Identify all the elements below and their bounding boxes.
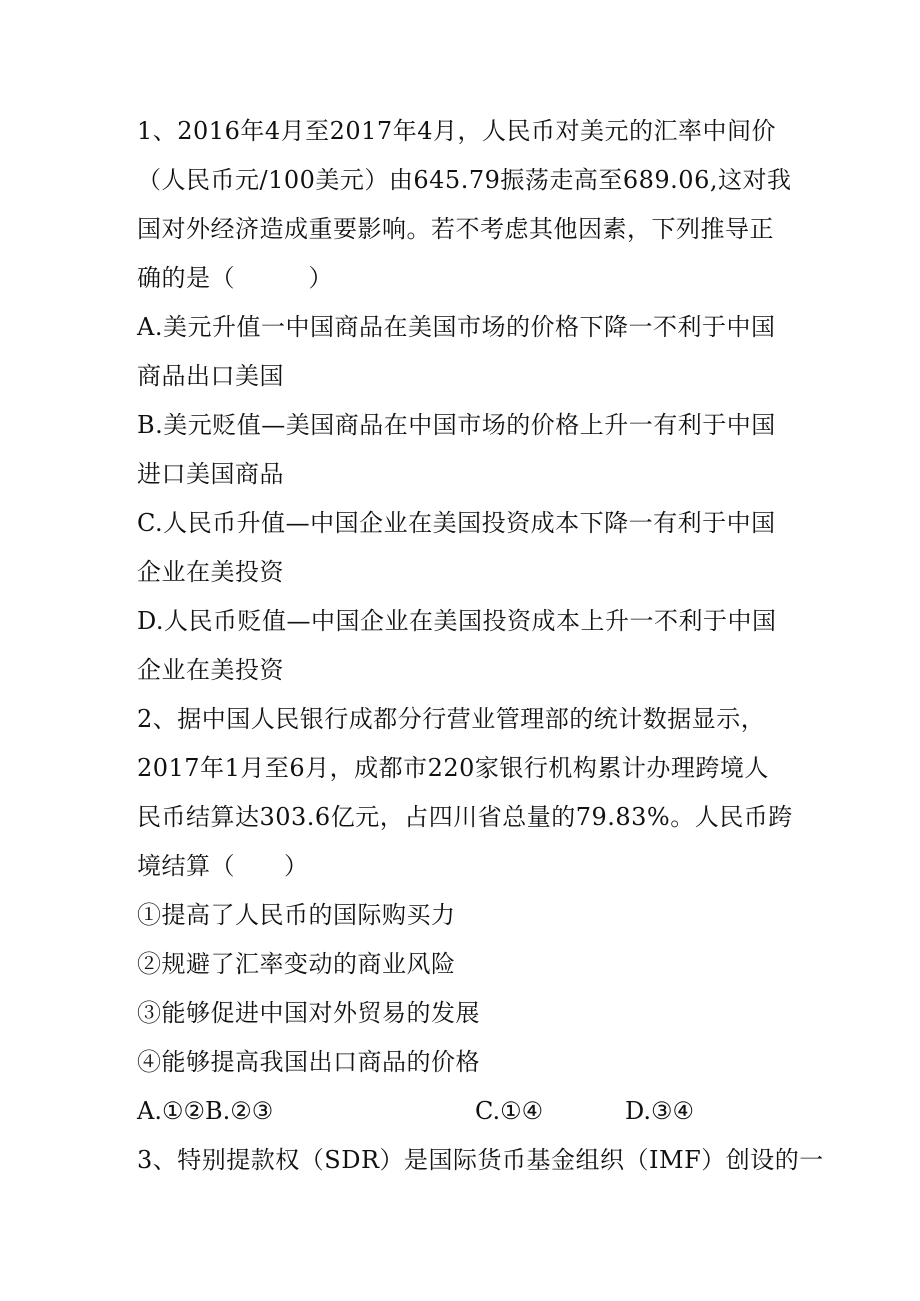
q1-stem-line-4: 确的是（ ） <box>137 264 333 292</box>
q1-option-a-line-1: A.美元升值一中国商品在美国市场的价格下降一不利于中国 <box>137 313 776 341</box>
q1-option-b-line-2: 进口美国商品 <box>137 460 284 488</box>
q2-statement-3: ③能够促进中国对外贸易的发展 <box>137 999 480 1027</box>
q1-stem-line-2: （人民币元/100美元）由645.79振荡走高至689.06,这对我 <box>137 166 792 194</box>
q1-stem-line-3: 国对外经济造成重要影响。若不考虑其他因素，下列推导正 <box>137 215 774 243</box>
q2-statement-1: ①提高了人民币的国际购买力 <box>137 901 456 929</box>
q2-choice-c: C.①④ <box>475 1097 544 1125</box>
q1-option-d-line-2: 企业在美投资 <box>137 656 284 684</box>
q2-stem-line-3: 民币结算达303.6亿元，占四川省总量的79.83%。人民币跨 <box>137 803 793 831</box>
q1-option-d-line-1: D.人民币贬值—中国企业在美国投资成本上升一不利于中国 <box>137 607 777 635</box>
q2-choices-row <box>137 1096 797 1126</box>
q2-stem-line-4: 境结算（ ） <box>137 852 309 880</box>
q1-option-a-line-2: 商品出口美国 <box>137 362 284 390</box>
q2-statement-2: ②规避了汇率变动的商业风险 <box>137 950 456 978</box>
q2-statement-4: ④能够提高我国出口商品的价格 <box>137 1048 480 1076</box>
q1-option-b-line-1: B.美元贬值—美国商品在中国市场的价格上升一有利于中国 <box>137 411 776 439</box>
q1-option-c-line-2: 企业在美投资 <box>137 558 284 586</box>
q2-stem-line-2: 2017年1月至6月，成都市220家银行机构累计办理跨境人 <box>137 754 769 782</box>
q1-stem-line-1: 1、2016年4月至2017年4月，人民币对美元的汇率中间价 <box>137 117 776 145</box>
q3-stem-line-1: 3、特别提款权（SDR）是国际货币基金组织（IMF）创设的一 <box>137 1146 824 1174</box>
q2-choice-d: D.③④ <box>625 1097 695 1125</box>
q1-option-c-line-1: C.人民币升值—中国企业在美国投资成本下降一有利于中国 <box>137 509 776 537</box>
q2-stem-line-1: 2、据中国人民银行成都分行营业管理部的统计数据显示， <box>137 705 766 733</box>
q2-choice-ab: A.①②B.②③ <box>137 1097 274 1125</box>
